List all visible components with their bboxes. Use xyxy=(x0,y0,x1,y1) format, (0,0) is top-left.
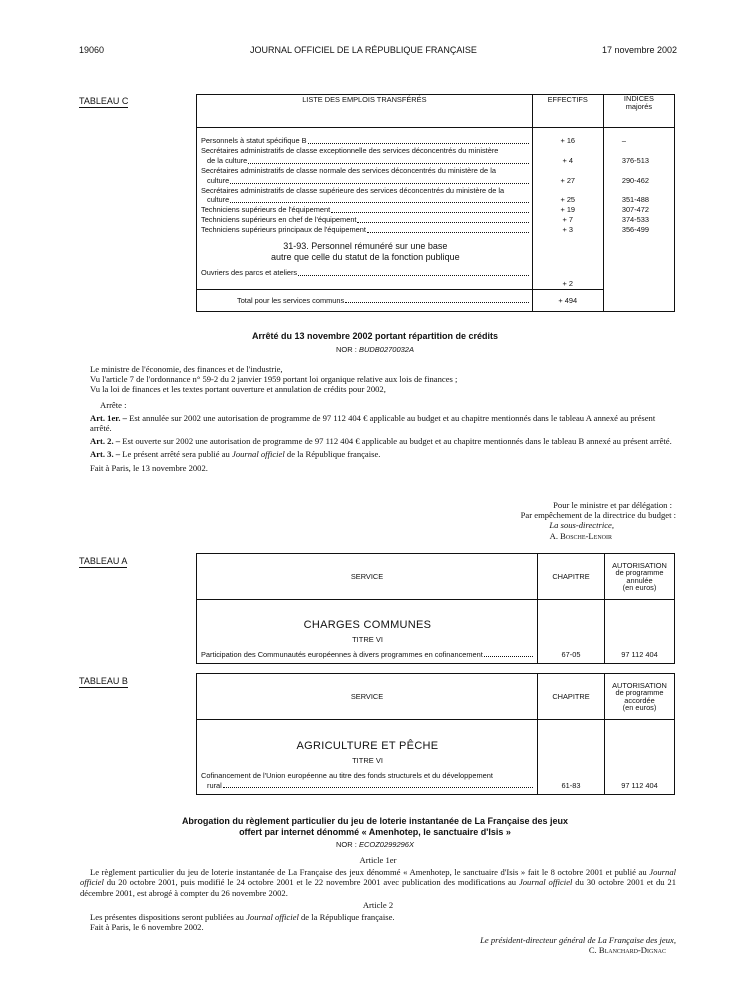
abrogation-title: Abrogation du règlement particulier du jeu de loterie instantanée de La Française des jeux offert par internet dénommé « Amenhotep, le sanctuaire d'Isis » xyxy=(181,816,569,837)
effectif-value: + 27 xyxy=(560,175,576,185)
header-autorisation: AUTORISATION de programme annulée (en euros) xyxy=(605,554,675,600)
arrete-signature: Pour le ministre et par délégation : Par empêchement de la directrice du budget : La sous-directrice, A. Bosche-Lenoir xyxy=(520,500,676,541)
charges-communes xyxy=(197,600,538,664)
emploi-row: Secrétaires administratifs de classe normale des services déconcentrés du ministère de la xyxy=(201,165,496,175)
issue-date: 17 novembre 2002 xyxy=(602,45,678,55)
row-amount: 97 112 404 xyxy=(605,720,675,795)
subhead-31-93: 31-93. Personnel rémunéré sur une base autre que celle du statut de la fonction publique xyxy=(271,241,460,263)
emplois-list xyxy=(197,128,533,290)
page-number: 19060 xyxy=(79,45,105,55)
row-chapitre: 61-83 xyxy=(538,720,605,795)
arrete-title: Arrêté du 13 novembre 2002 portant répartition de crédits xyxy=(251,331,499,341)
effectif-value: + 7 xyxy=(562,215,573,225)
header-service: SERVICE xyxy=(197,674,538,720)
section-title: CHARGES COMMUNES xyxy=(303,619,432,631)
abrogation-nor: NOR : ECOZ0299296X xyxy=(336,840,414,849)
abrogation-signature: Le président-directeur général de La Française des jeux, C. Blanchard-Dignac xyxy=(480,935,676,956)
indice-value: 290-462 xyxy=(621,175,649,185)
arrete-body: Le ministre de l'économie, des finances et de l'industrie, Vu l'article 7 de l'ordonnance n° 59-2 du 2 janvier 1959 portant loi organique relative aux lois de finances ; Vu la loi de finances et les textes portant ouverture et annulation de crédits pour 2002, Arrête : Art. 1er. – Est annulée sur 2002 une autorisation de programme de 97 112 404 € applicable au budget et au chapitre mentionnés dans le tableau A annexé au présent arrêté. Art. 2. – Est ouverte sur 2002 une autorisation de programme de 97 112 404 € applicable au budget et au chapitre mentionnés dans le tableau B annexé au présent arrêté. Art. 3. – Le présent arrêté sera publié au Journal officiel de la République française. Fait à Paris, le 13 novembre 2002. xyxy=(90,364,672,473)
row-label: Participation des Communautés européennes à divers programmes en cofinancement xyxy=(201,650,483,659)
total-eff: + 494 xyxy=(532,289,603,311)
header-chapitre: CHAPITRE xyxy=(538,674,605,720)
tableau-b xyxy=(196,673,675,795)
effectif-value: + 4 xyxy=(562,155,573,165)
effectif-value: + 25 xyxy=(560,195,576,205)
header-service: SERVICE xyxy=(197,554,538,600)
header-effectifs: EFFECTIFS xyxy=(532,95,603,128)
section-title: AGRICULTURE ET PÊCHE xyxy=(296,740,439,752)
effectif-value: + 19 xyxy=(560,205,576,215)
indice-value: 376-513 xyxy=(621,155,649,165)
emploi-row: Techniciens supérieurs en chef de l'équipement xyxy=(201,215,530,225)
indice-value: 351-488 xyxy=(621,195,649,205)
emploi-row: Personnels à statut spécifique B xyxy=(201,136,530,146)
emploi-row: de la culture xyxy=(201,156,530,166)
header-autorisation: AUTORISATION de programme accordée (en euros) xyxy=(605,674,675,720)
header-liste: LISTE DES EMPLOIS TRANSFÉRÉS xyxy=(197,95,533,128)
effectif-value: + 3 xyxy=(562,225,573,235)
total-row: Total pour les services communs xyxy=(197,289,533,311)
row-amount: 97 112 404 xyxy=(605,600,675,664)
journal-title: JOURNAL OFFICIEL DE LA RÉPUBLIQUE FRANÇAISE xyxy=(250,45,477,55)
arrete-nor: NOR : BUDB0270032A xyxy=(336,345,414,354)
row-label: Cofinancement de l'Union européenne au titre des fonds structurels et du développement xyxy=(201,771,493,780)
emploi-row: Techniciens supérieurs de l'équipement xyxy=(201,205,530,215)
titre-label: TITRE VI xyxy=(352,635,383,644)
row-chapitre: 67-05 xyxy=(538,600,605,664)
tableau-c-label: TABLEAU C xyxy=(79,96,129,106)
effectifs-col xyxy=(532,128,603,290)
indice-value: 374-533 xyxy=(621,215,649,225)
tableau-a xyxy=(196,553,675,664)
header-indices: INDICES majorés xyxy=(603,95,674,128)
titre-label: TITRE VI xyxy=(352,756,383,765)
ouvriers-row: Ouvriers des parcs et ateliers xyxy=(201,268,530,278)
tableau-b-label: TABLEAU B xyxy=(79,676,128,686)
emploi-row: culture xyxy=(201,176,530,186)
indices-col xyxy=(603,128,674,312)
emploi-row: Secrétaires administratifs de classe exceptionnelle des services déconcentrés du ministère xyxy=(201,145,499,155)
emploi-row: culture xyxy=(201,195,530,205)
abrogation-body: Article 1er Le règlement particulier du jeu de loterie instantanée de La Française des jeux dénommé « Amenhotep, le sanctuaire d'Isis » fait le 8 octobre 2001 et publié au Journal officiel du 20 octobre 2001, puis modifié le 24 octobre 2001 et le 22 novembre 2001 avec publication des modifications au Journal officiel du 30 octobre 2001 et du 21 décembre 2001, est abrogé à compter du 26 novembre 2002. Article 2 Les présentes dispositions seront publiées au Journal officiel de la République française. Fait à Paris, le 6 novembre 2002. xyxy=(80,855,676,933)
emploi-row: Techniciens supérieurs principaux de l'équipement xyxy=(201,225,530,235)
agriculture-peche: AGRICULTURE ET PÊCHE TITRE VI Cofinancement de l'Union européenne au titre des fonds structurels et du développement rural xyxy=(197,720,538,795)
tableau-c xyxy=(196,94,675,312)
header-chapitre: CHAPITRE xyxy=(538,554,605,600)
ouvriers-eff: + 2 xyxy=(562,279,573,289)
indice-value: 356-499 xyxy=(621,225,649,235)
effectif-value: + 16 xyxy=(560,136,576,145)
tableau-a-label: TABLEAU A xyxy=(79,556,128,566)
indice-value: 307-472 xyxy=(621,205,649,215)
emploi-row: Secrétaires administratifs de classe supérieure des services déconcentrés du ministère de la xyxy=(201,185,505,195)
indice-value: – xyxy=(621,136,626,145)
